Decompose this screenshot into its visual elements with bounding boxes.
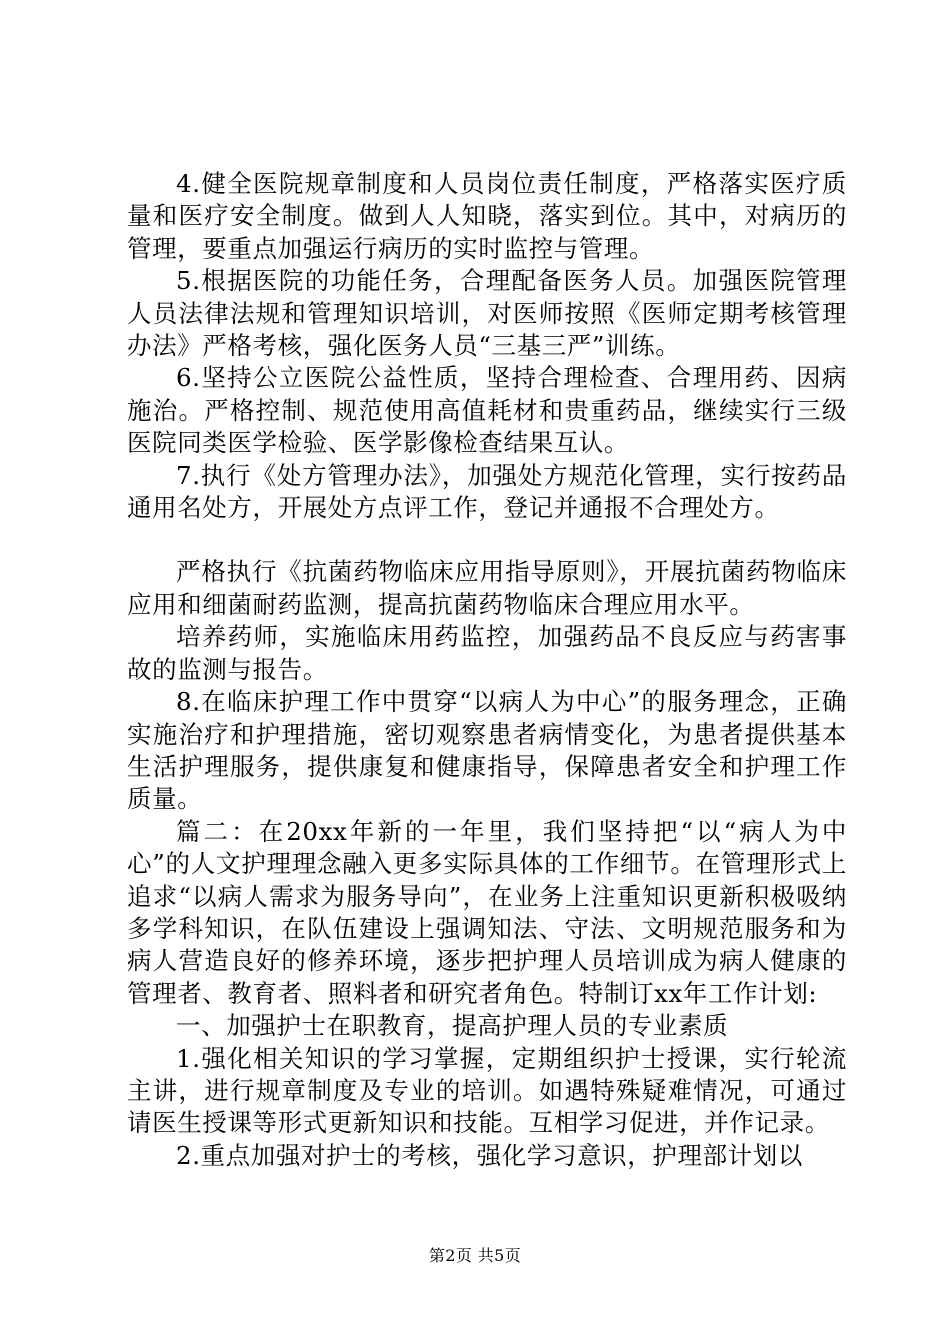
paragraph-item-5: 5.根据医院的功能任务，合理配备医务人员。加强医院管理人员法律法规和管理知识培训，对医师按照《医师定期考核管理办法》严格考核，强化医务人员“三基三严”训练。 [127, 266, 847, 361]
paragraph-pharmacist: 培养药师，实施临床用药监控，加强药品不良反应与药害事故的监测与报告。 [127, 622, 847, 684]
paragraph-item-8: 8.在临床护理工作中贯穿“以病人为中心”的服务理念，正确实施治疗和护理措施，密切观察患者病情变化，为患者提供基本生活护理服务，提供康复和健康指导，保障患者安全和护理工作质量。 [127, 687, 847, 814]
document-body [127, 168, 847, 1172]
paragraph-part-two: 篇二：在20xx年新的一年里，我们坚持把“以“病人为中心”的人文护理理念融入更多实际具体的工作细节。在管理形式上追求“以病人需求为服务导向”，在业务上注重知识更新积极吸纳多学科知识，在队伍建设上强调知法、守法、文明规范服务和为病人营造良好的修养环境，逐步把护理人员培训成为病人健康的管理者、教育者、照料者和研究者角色。特制订xx年工作计划: [127, 816, 847, 1008]
paragraph-subitem-2: 2.重点加强对护士的考核，强化学习意识，护理部计划以 [176, 1140, 803, 1170]
section-heading-one: 一、加强护士在职教育，提高护理人员的专业素质 [176, 1011, 729, 1041]
paragraph-antibiotics: 严格执行《抗菌药物临床应用指导原则》，开展抗菌药物临床应用和细菌耐药监测，提高抗菌药物临床合理应用水平。 [127, 557, 847, 619]
paragraph-item-7: 7.执行《处方管理办法》，加强处方规范化管理，实行按药品通用名处方，开展处方点评工作，登记并通报不合理处方。 [127, 460, 847, 523]
page-number-footer: 第2页 共5页 [428, 1246, 522, 1265]
paragraph-item-4: 4.健全医院规章制度和人员岗位责任制度，严格落实医疗质量和医疗安全制度。做到人人知晓，落实到位。其中，对病历的管理，要重点加强运行病历的实时监控与管理。 [127, 169, 847, 263]
paragraph-subitem-1: 1.强化相关知识的学习掌握，定期组织护士授课，实行轮流主讲，进行规章制度及专业的培训。如遇特殊疑难情况，可通过请医生授课等形式更新知识和技能。互相学习促进，并作记录。 [127, 1043, 847, 1138]
paragraph-item-6: 6.坚持公立医院公益性质，坚持合理检查、合理用药、因病施治。严格控制、规范使用高值耗材和贵重药品，继续实行三级医院同类医学检验、医学影像检查结果互认。 [127, 363, 847, 458]
